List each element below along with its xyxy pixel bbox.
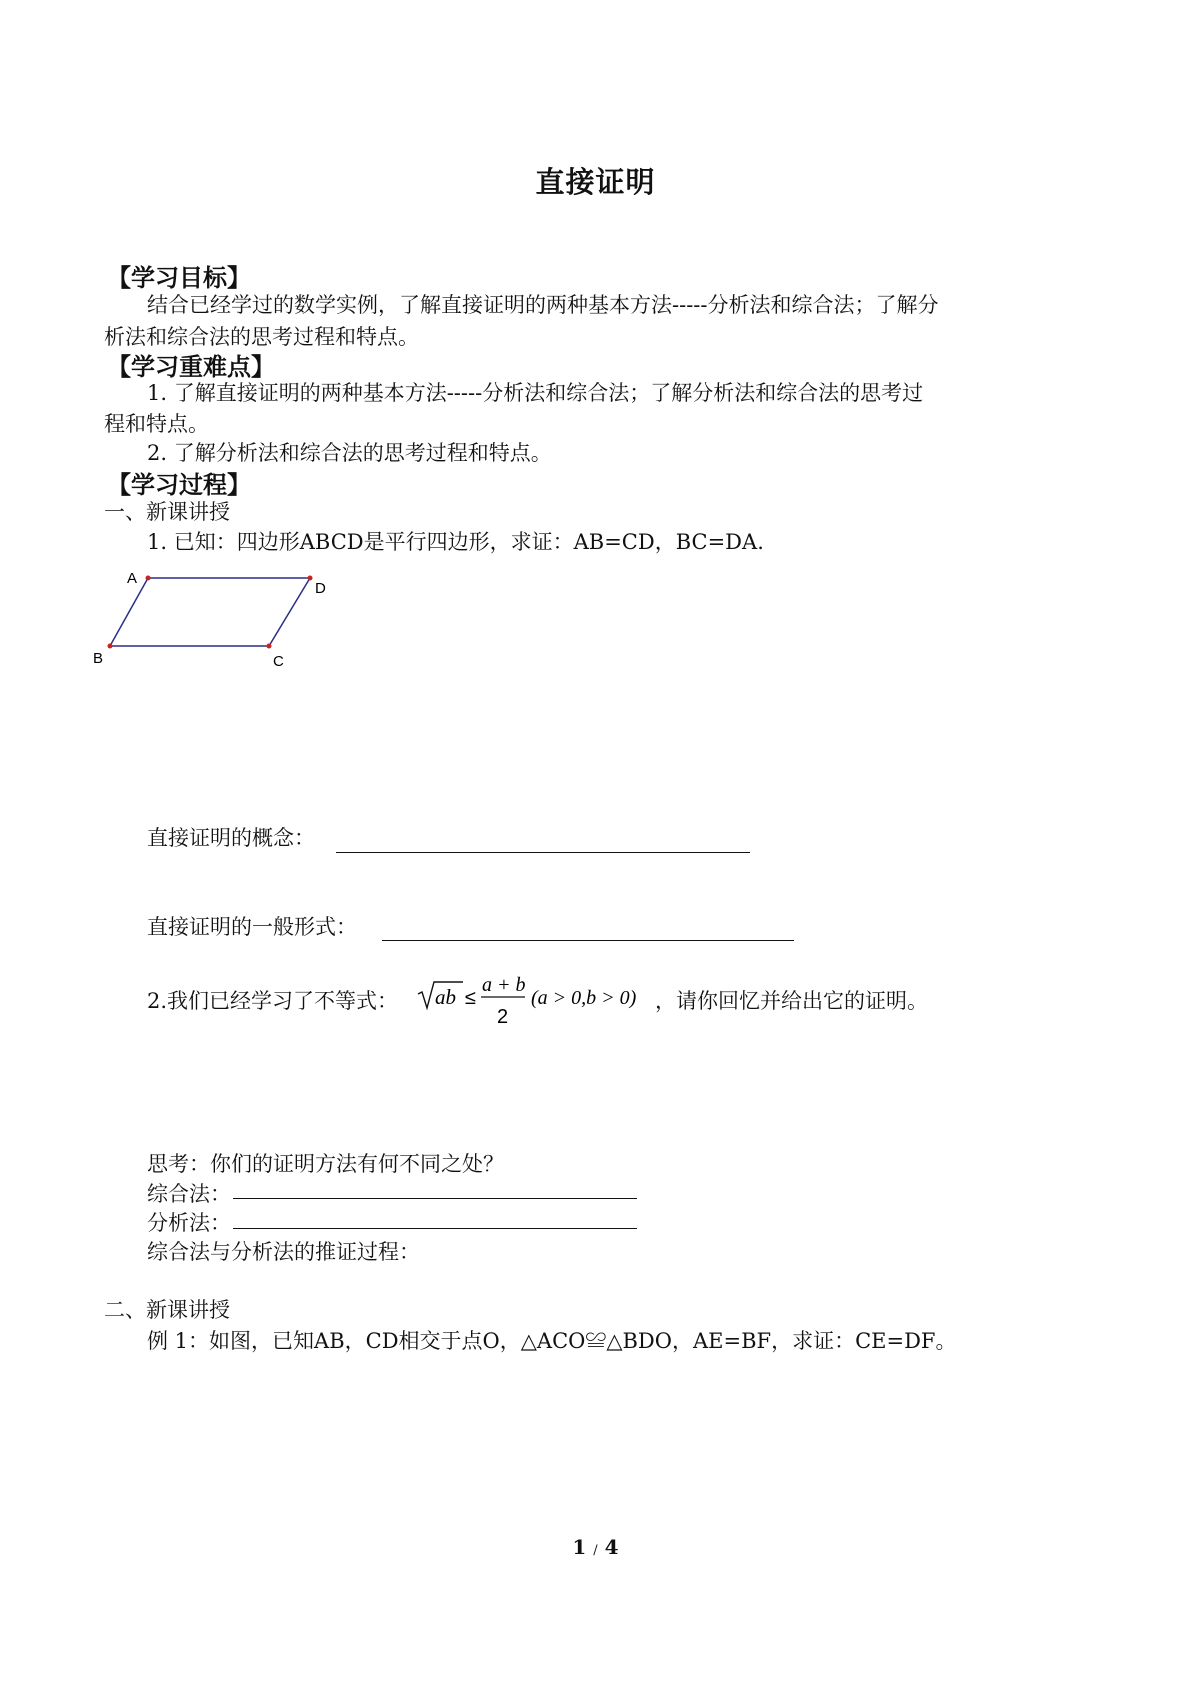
synthesis-blank[interactable] xyxy=(233,1198,637,1199)
keypoint-1-line-1: 1. 了解直接证明的两种基本方法-----分析法和综合法；了解分析法和综合法的思考过 xyxy=(147,381,924,405)
objectives-heading: 【学习目标】 xyxy=(107,263,251,292)
question-2-suffix: ，请你回忆并给出它的证明。 xyxy=(655,989,928,1013)
synthesis-label: 综合法： xyxy=(147,1182,231,1206)
fraction-numerator: a + b xyxy=(482,974,526,996)
example-1: 例 1：如图，已知AB，CD相交于点O，△ACO≌△BDO，AE=BF，求证：CE=DF。 xyxy=(147,1329,957,1353)
vertex-b-label: B xyxy=(93,650,104,667)
objectives-line-1: 结合已经学过的数学实例，了解直接证明的两种基本方法-----分析法和综合法；了解分 xyxy=(147,293,939,317)
form-blank[interactable] xyxy=(382,940,794,941)
vertex-c-label: C xyxy=(273,653,284,670)
vertex-a-dot xyxy=(146,576,151,581)
parallelogram-figure xyxy=(90,560,350,680)
page-current: 1 xyxy=(572,1535,587,1559)
concept-label: 直接证明的概念： xyxy=(147,826,315,850)
vertex-a-label: A xyxy=(127,570,138,587)
think-prompt: 思考：你们的证明方法有何不同之处？ xyxy=(147,1152,504,1176)
part-1-heading: 一、新课讲授 xyxy=(104,500,230,524)
page-separator: / xyxy=(593,1543,598,1558)
analysis-blank[interactable] xyxy=(233,1228,637,1229)
keypoint-1-line-2: 程和特点。 xyxy=(104,412,209,436)
question-2-prefix: 2.我们已经学习了不等式： xyxy=(147,989,399,1013)
keypoint-2: 2. 了解分析法和综合法的思考过程和特点。 xyxy=(147,441,552,465)
page-total: 4 xyxy=(604,1535,619,1559)
inequality-formula xyxy=(415,968,665,1034)
part-2-heading: 二、新课讲授 xyxy=(104,1298,230,1322)
process-heading: 【学习过程】 xyxy=(107,470,251,499)
page-number xyxy=(0,1535,1191,1559)
concept-blank[interactable] xyxy=(336,852,750,853)
analysis-label: 分析法： xyxy=(147,1211,231,1235)
vertex-d-label: D xyxy=(315,580,326,597)
keypoints-heading: 【学习重难点】 xyxy=(107,352,275,381)
vertex-d-dot xyxy=(308,576,313,581)
vertex-b-dot xyxy=(108,644,113,649)
page-title: 直接证明 xyxy=(535,165,656,199)
objectives-line-2: 析法和综合法的思考过程和特点。 xyxy=(104,325,419,349)
process-label: 综合法与分析法的推证过程： xyxy=(147,1240,420,1264)
sqrt-argument: ab xyxy=(435,985,456,1009)
parallelogram-shape xyxy=(110,578,310,646)
leq-sign: ≤ xyxy=(465,987,476,1009)
form-label: 直接证明的一般形式： xyxy=(147,915,357,939)
fraction-denominator: 2 xyxy=(497,1006,509,1028)
vertex-c-dot xyxy=(267,644,272,649)
question-1: 1. 已知：四边形ABCD是平行四边形，求证：AB=CD，BC=DA. xyxy=(147,530,764,554)
condition: (a > 0,b > 0) xyxy=(531,987,637,1009)
